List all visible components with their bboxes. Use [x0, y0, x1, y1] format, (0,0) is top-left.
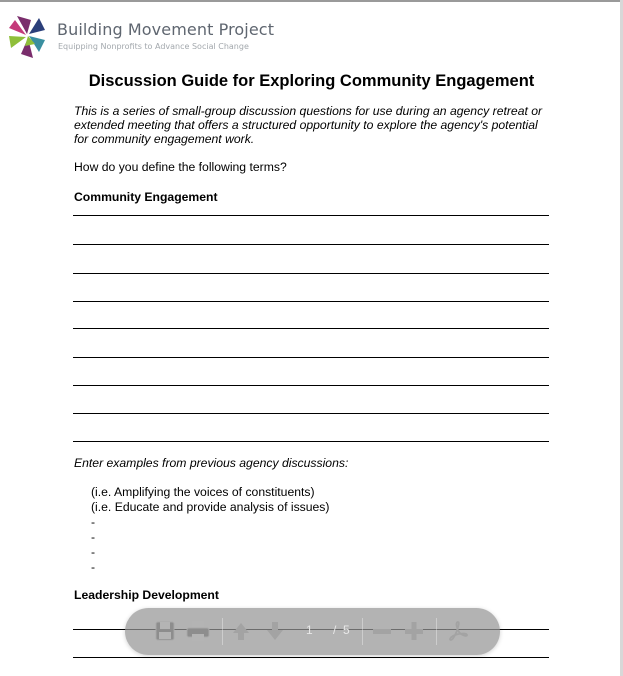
current-page-input[interactable]: 1 [306, 623, 313, 637]
section-heading-leadership-development: Leadership Development [74, 588, 219, 602]
answer-line [73, 273, 549, 274]
toolbar-separator [362, 618, 363, 645]
acrobat-icon [446, 620, 470, 642]
print-icon [186, 620, 210, 642]
zoom-out-icon [371, 620, 393, 642]
viewer-top-border [0, 0, 623, 2]
list-item: - [91, 515, 96, 529]
answer-line [73, 328, 549, 329]
open-in-acrobat-button[interactable] [445, 618, 471, 644]
list-item: (i.e. Amplifying the voices of constituents) [91, 485, 315, 499]
answer-line [73, 244, 549, 245]
save-icon [154, 620, 176, 642]
list-item: - [91, 530, 96, 544]
zoom-out-button[interactable] [370, 618, 394, 644]
answer-line [73, 385, 549, 386]
examples-list [91, 485, 329, 575]
examples-label: Enter examples from previous agency discussions: [74, 456, 349, 470]
answer-line [73, 441, 549, 442]
list-item: (i.e. Educate and provide analysis of issues) [91, 500, 330, 514]
page-up-icon [231, 620, 251, 642]
next-page-button[interactable] [263, 618, 287, 644]
section-heading-community-engagement: Community Engagement [74, 190, 218, 204]
toolbar-separator [436, 618, 437, 645]
answer-line [73, 657, 549, 658]
zoom-in-icon [403, 620, 425, 642]
previous-page-button[interactable] [229, 618, 253, 644]
print-button[interactable] [185, 618, 211, 644]
answer-line [73, 413, 549, 414]
brand-tagline: Equipping Nonprofits to Advance Social Change [58, 42, 249, 51]
pinwheel-logo-icon [9, 12, 47, 60]
list-item: - [91, 545, 96, 559]
answer-line [73, 215, 549, 216]
toolbar-separator [222, 618, 223, 645]
definition-question: How do you define the following terms? [74, 160, 287, 174]
document-title: Discussion Guide for Exploring Community Engagement [88, 72, 535, 90]
save-button[interactable] [153, 618, 177, 644]
total-pages: 5 [343, 623, 350, 637]
page-down-icon [265, 620, 285, 642]
brand-name: Building Movement Project [57, 20, 275, 39]
zoom-in-button[interactable] [402, 618, 426, 644]
list-item: - [91, 560, 96, 574]
answer-line [73, 357, 549, 358]
page-separator: / [333, 623, 337, 637]
pdf-toolbar [125, 608, 500, 655]
intro-paragraph: This is a series of small-group discussion questions for use during an agency retreat or extended meeting that offers a structured opportunity to explore the agency's potential for community engagement work. [74, 104, 543, 146]
answer-line [73, 301, 549, 302]
